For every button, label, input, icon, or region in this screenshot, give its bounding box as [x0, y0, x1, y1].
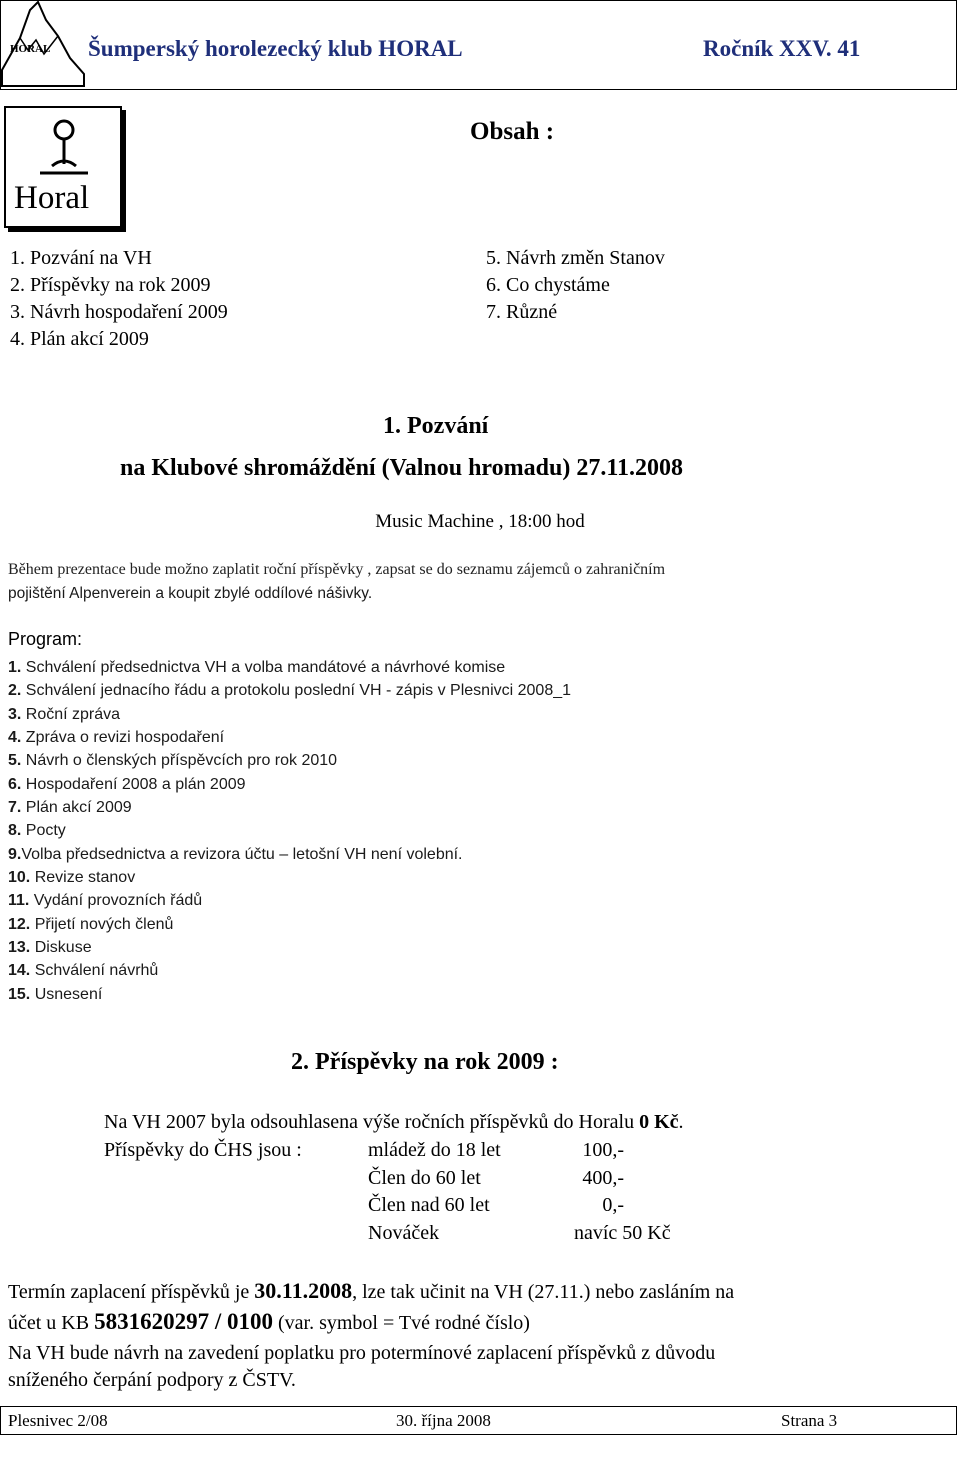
climber-icon	[36, 118, 96, 180]
fee-category: mládež do 18 let	[368, 1139, 501, 1161]
fee-category: Nováček	[368, 1221, 440, 1244]
program-item: 13. Diskuse	[8, 939, 92, 957]
program-item: 2. Schválení jednacího řádu a protokolu poslední VH - zápis v Plesnivci 2008_1	[8, 682, 572, 700]
program-item: 6. Hospodaření 2008 a plán 2009	[8, 775, 246, 793]
toc-item: 7. Různé	[486, 301, 558, 323]
toc-item: 3. Návrh hospodaření 2009	[10, 301, 228, 323]
toc-title: Obsah :	[470, 118, 555, 145]
intro-text	[8, 558, 948, 606]
stamp-text: Horal	[14, 180, 90, 216]
intro-line: pojištění Alpenverein a koupit zbylé oddílové nášivky.	[8, 585, 373, 602]
toc-left	[10, 245, 228, 353]
fee-amount: navíc 50 Kč	[574, 1221, 671, 1244]
fee-category: Člen nad 60 let	[368, 1194, 490, 1216]
section2-title: 2. Příspěvky na rok 2009 :	[291, 1049, 559, 1075]
toc-item: 1. Pozvání na VH	[10, 247, 152, 269]
fees-intro: Na VH 2007 byla odsouhlasena výše ročních příspěvků do Horalu 0 Kč.	[104, 1111, 684, 1133]
program-item: 5. Návrh o členských příspěvcích pro rok 2010	[8, 752, 338, 770]
toc-item: 6. Co chystáme	[486, 274, 610, 296]
toc-item: 2. Příspěvky na rok 2009	[10, 274, 211, 296]
fee-category: Člen do 60 let	[368, 1166, 481, 1189]
footer-issue: Plesnivec 2/08	[8, 1411, 108, 1430]
logo-text: HORAL	[10, 43, 51, 55]
program-item: 3. Roční zpráva	[8, 705, 121, 723]
meeting-info: Music Machine , 18:00 hod	[375, 511, 585, 532]
late-fee-note: Na VH bude návrh na zavedení poplatku pro potermínové zaplacení příspěvků z důvodu sníženého čerpání podpory z ČSTV.	[8, 1342, 716, 1391]
fees-label: Příspěvky do ČHS jsou :	[104, 1139, 302, 1161]
fee-amount: 400,-	[582, 1166, 624, 1189]
issue-number: Ročník XXV. 41	[703, 36, 861, 61]
club-logo	[0, 0, 86, 88]
program-label: Program:	[8, 629, 83, 649]
program-item: 4. Zpráva o revizi hospodaření	[8, 729, 225, 747]
payment-deadline: Termín zaplacení příspěvků je 30.11.2008, lze tak učinit na VH (27.11.) nebo zasláním na	[8, 1278, 735, 1303]
fees-amount-column	[574, 1137, 704, 1247]
program-item: 11. Vydání provozních řádů	[8, 892, 203, 910]
program-item: 9.Volba předsednictva a revizora účtu – letošní VH není volební.	[8, 845, 463, 863]
club-title: Šumperský horolezecký klub HORAL	[88, 36, 463, 61]
program-item: 1. Schválení předsednictva VH a volba mandátové a návrhové komise	[8, 659, 506, 676]
program-item: 8. Pocty	[8, 822, 66, 840]
section1-subtitle: na Klubové shromáždění (Valnou hromadu) 27.11.2008	[120, 455, 684, 481]
program-item: 15. Usnesení	[8, 985, 103, 1003]
footer-page: Strana 3	[781, 1411, 838, 1430]
program-list	[8, 656, 571, 1006]
program-item: 12. Přijetí nových členů	[8, 915, 174, 933]
program-item: 7. Plán akcí 2009	[8, 799, 132, 817]
bank-account: účet u KB 5831620297 / 0100 (var. symbol = Tvé rodné číslo)	[8, 1309, 530, 1334]
fee-amount: 0,-	[602, 1194, 624, 1216]
fees-who-column	[368, 1137, 501, 1247]
fee-amount: 100,-	[582, 1139, 624, 1161]
section1-title: 1. Pozvání	[383, 413, 489, 439]
toc-right	[486, 245, 665, 326]
intro-line: Během prezentace bude možno zaplatit roční příspěvky , zapsat se do seznamu zájemců o zahraničním	[8, 561, 666, 578]
program-item: 10. Revize stanov	[8, 869, 136, 887]
toc-item: 5. Návrh změn Stanov	[486, 247, 665, 269]
toc-item: 4. Plán akcí 2009	[10, 328, 149, 350]
footer-date: 30. října 2008	[396, 1411, 491, 1430]
program-item: 14. Schválení návrhů	[8, 962, 159, 980]
